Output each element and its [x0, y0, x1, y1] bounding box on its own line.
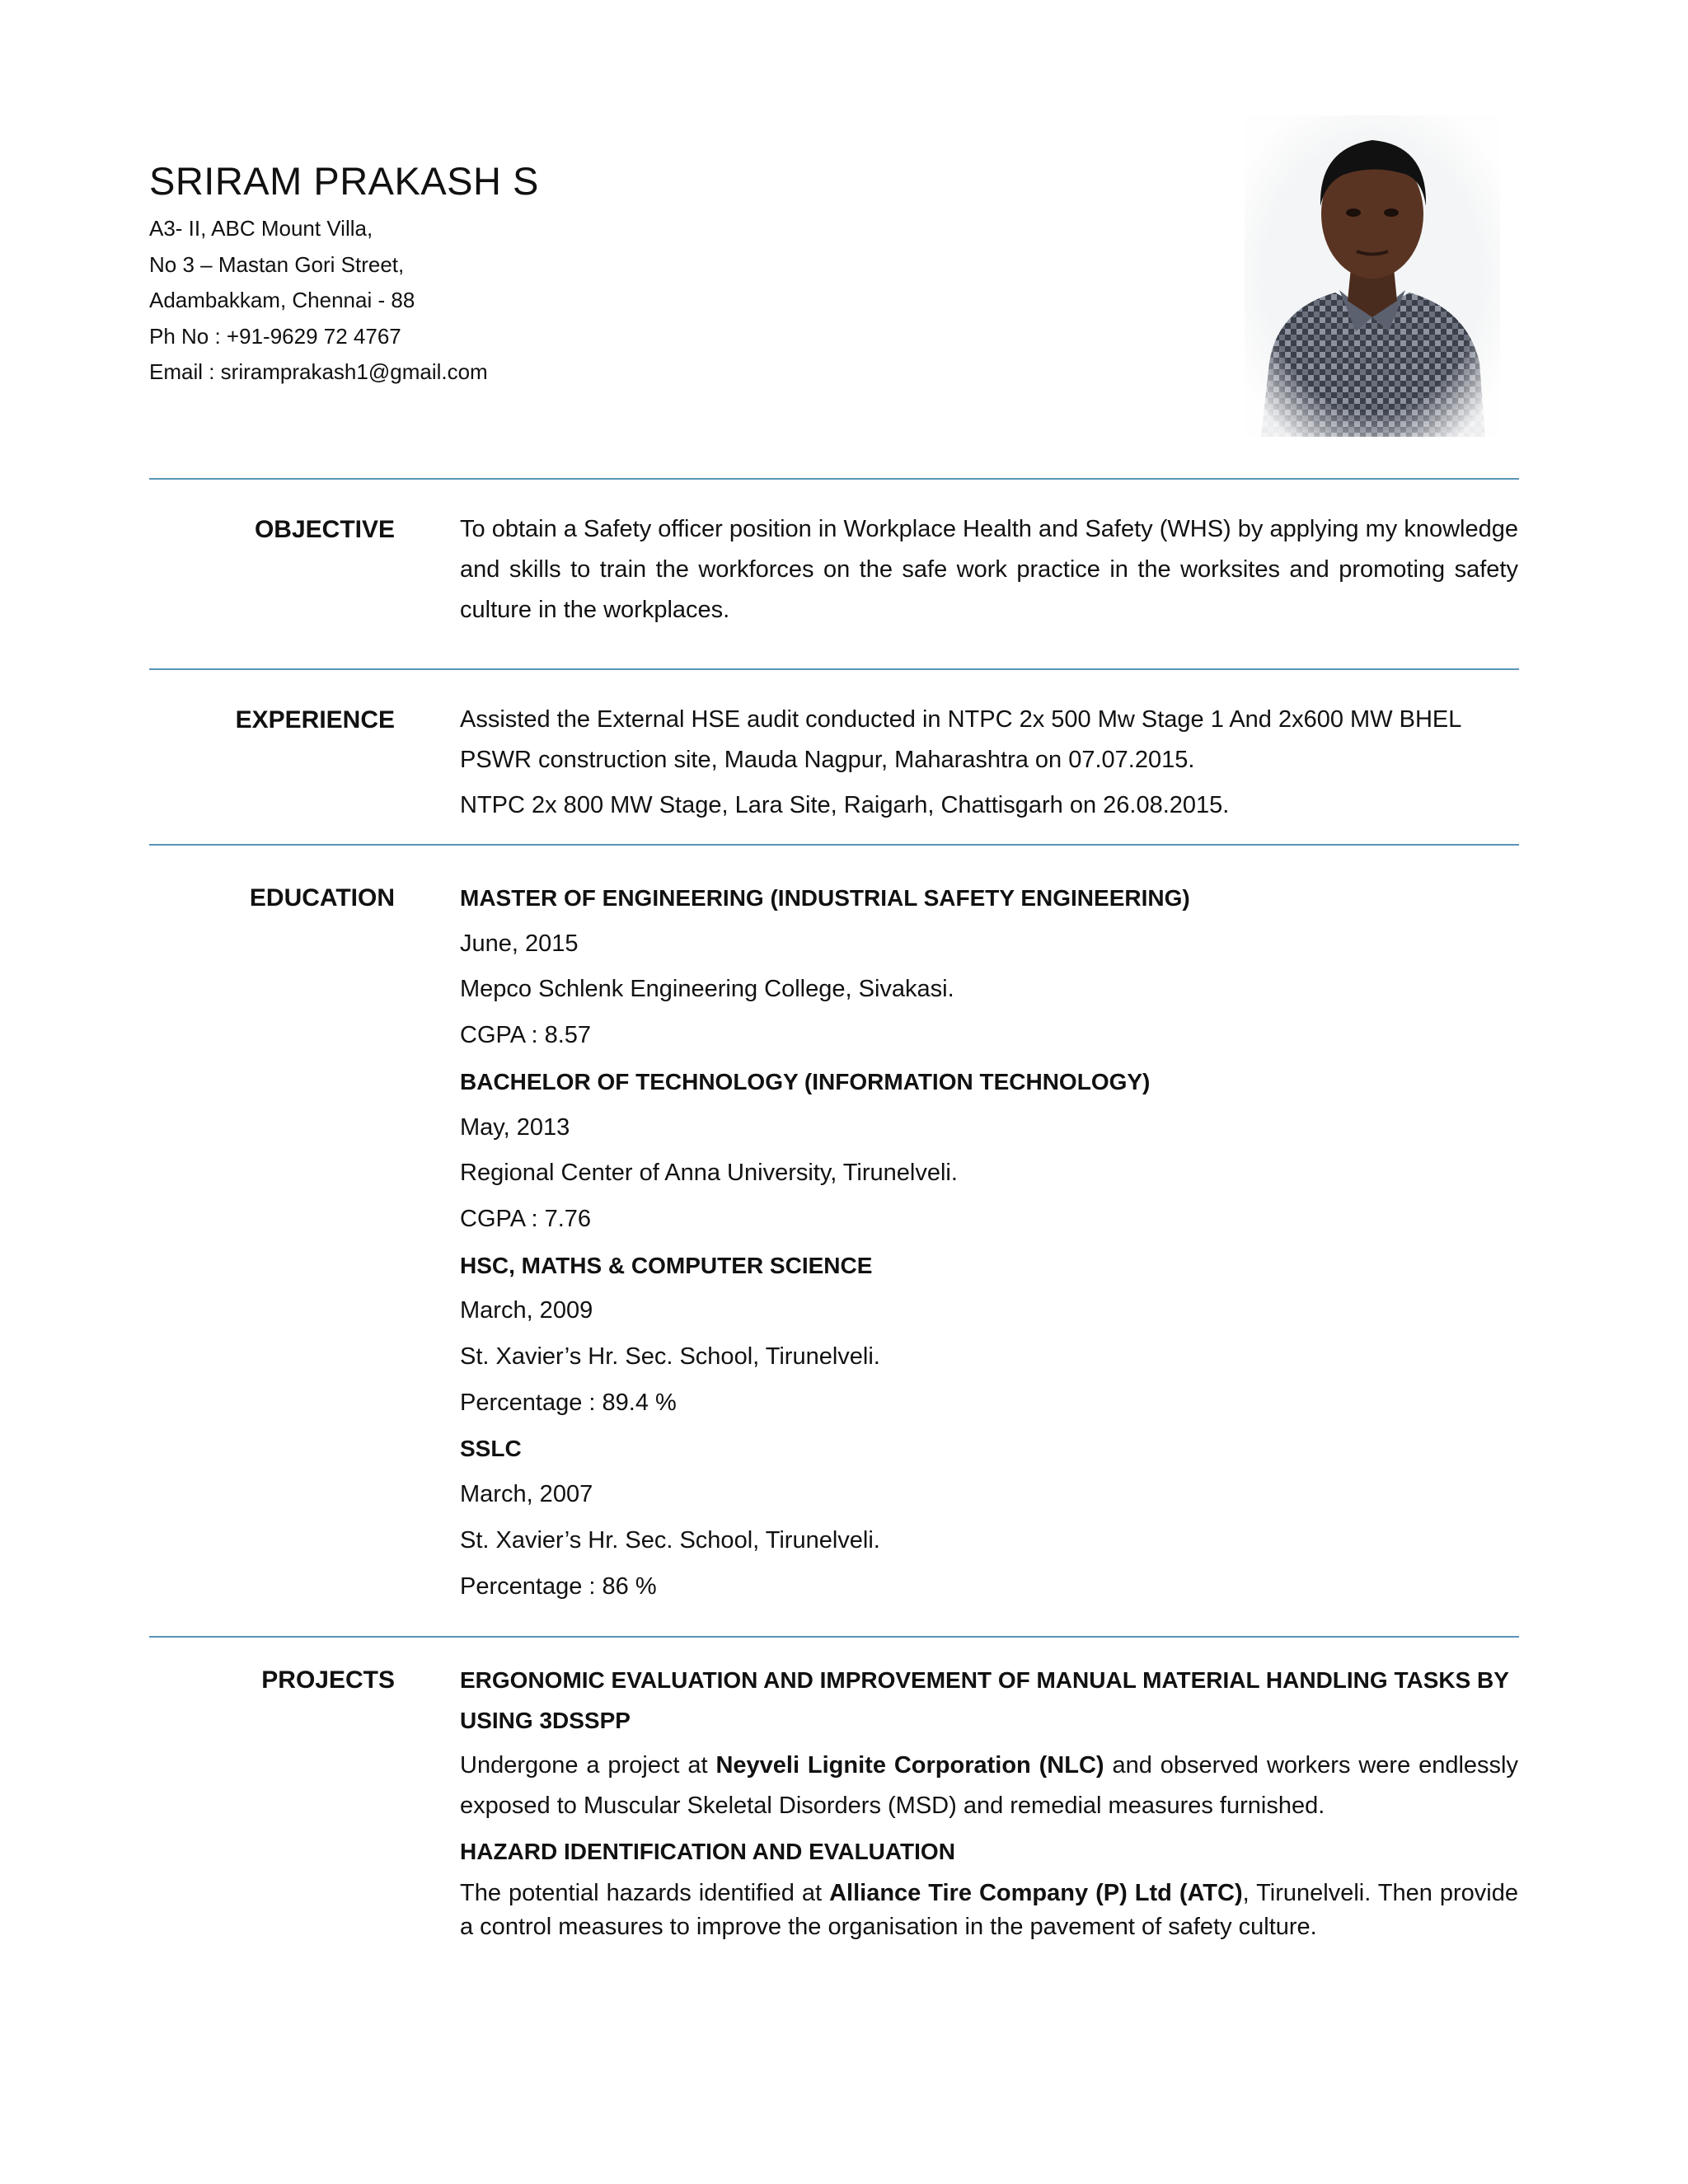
section-divider — [149, 1636, 1519, 1638]
education-degree: HSC, MATHS & COMPUTER SCIENCE — [460, 1252, 873, 1278]
address-line-3: Adambakkam, Chennai - 88 — [149, 288, 415, 312]
project-text: , Tirunelveli. Then provide a control measures to improve the organisation in the pavement of safety culture. — [460, 1880, 1518, 1940]
education-score: CGPA : 8.57 — [460, 1022, 592, 1049]
education-date: June, 2015 — [460, 930, 579, 957]
experience-section — [460, 700, 1518, 826]
education-date: March, 2009 — [460, 1297, 593, 1324]
profile-photo-icon — [1245, 115, 1500, 437]
projects-section — [460, 1660, 1518, 1944]
email-address: Email : sriramprakash1@gmail.com — [149, 359, 488, 384]
education-section — [460, 875, 1518, 1610]
education-institution: St. Xavier’s Hr. Sec. School, Tirunelveli. — [460, 1526, 880, 1554]
resume-header — [149, 157, 1138, 391]
education-institution: St. Xavier’s Hr. Sec. School, Tirunelveli. — [460, 1343, 880, 1371]
candidate-name: SRIRAM PRAKASH S — [149, 159, 539, 203]
phone-number: Ph No : +91-9629 72 4767 — [149, 323, 401, 349]
education-score: CGPA : 7.76 — [460, 1205, 592, 1232]
education-degree: SSLC — [460, 1436, 522, 1462]
projects-heading: PROJECTS — [261, 1666, 395, 1694]
education-score: Percentage : 89.4 % — [460, 1389, 677, 1416]
experience-item: Assisted the External HSE audit conducted in NTPC 2x 500 Mw Stage 1 And 2x600 MW BHEL PSWR construction site, Mauda Nagpur, Maharashtra on 07.07.2015. — [460, 706, 1461, 773]
project-title: ERGONOMIC EVALUATION AND IMPROVEMENT OF MANUAL MATERIAL HANDLING TASKS BY USING 3DSSPP — [460, 1667, 1509, 1733]
project-title: HAZARD IDENTIFICATION AND EVALUATION — [460, 1839, 955, 1864]
objective-section — [460, 509, 1518, 630]
address-line-1: A3- II, ABC Mount Villa, — [149, 216, 373, 241]
address-line-2: No 3 – Mastan Gori Street, — [149, 251, 405, 277]
education-degree: BACHELOR OF TECHNOLOGY (INFORMATION TECHNOLOGY) — [460, 1068, 1151, 1094]
section-divider — [149, 668, 1519, 670]
project-description — [460, 1877, 1518, 1944]
objective-text: To obtain a Safety officer position in Workplace Health and Safety (WHS) by applying my knowledge and skills to train the workforces on the safe work practice in the worksites and promoting safety culture in the workplaces. — [460, 516, 1518, 623]
education-institution: Mepco Schlenk Engineering College, Sivakasi. — [460, 976, 954, 1003]
project-text: The potential hazards identified at — [460, 1880, 830, 1906]
education-institution: Regional Center of Anna University, Tirunelveli. — [460, 1160, 958, 1187]
project-organization: Neyveli Lignite Corporation (NLC) — [715, 1752, 1104, 1779]
education-heading: EDUCATION — [249, 884, 395, 912]
profile-photo — [1245, 115, 1500, 437]
section-divider — [149, 478, 1519, 480]
objective-heading: OBJECTIVE — [254, 516, 395, 543]
experience-heading: EXPERIENCE — [235, 706, 395, 733]
project-text: Undergone a project at — [460, 1752, 716, 1779]
project-description — [460, 1746, 1518, 1826]
section-divider — [149, 844, 1519, 846]
experience-item: NTPC 2x 800 MW Stage, Lara Site, Raigarh, Chattisgarh on 26.08.2015. — [460, 792, 1230, 818]
education-date: May, 2013 — [460, 1113, 570, 1141]
education-degree: MASTER OF ENGINEERING (INDUSTRIAL SAFETY ENGINEERING) — [460, 885, 1190, 911]
project-text: and observed workers were endlessly exposed to Muscular Skeletal Disorders (MSD) and remedial measures furnished. — [460, 1752, 1518, 1819]
project-organization: Alliance Tire Company (P) Ltd (ATC) — [829, 1880, 1243, 1906]
education-score: Percentage : 86 % — [460, 1572, 657, 1600]
education-date: March, 2007 — [460, 1481, 593, 1508]
